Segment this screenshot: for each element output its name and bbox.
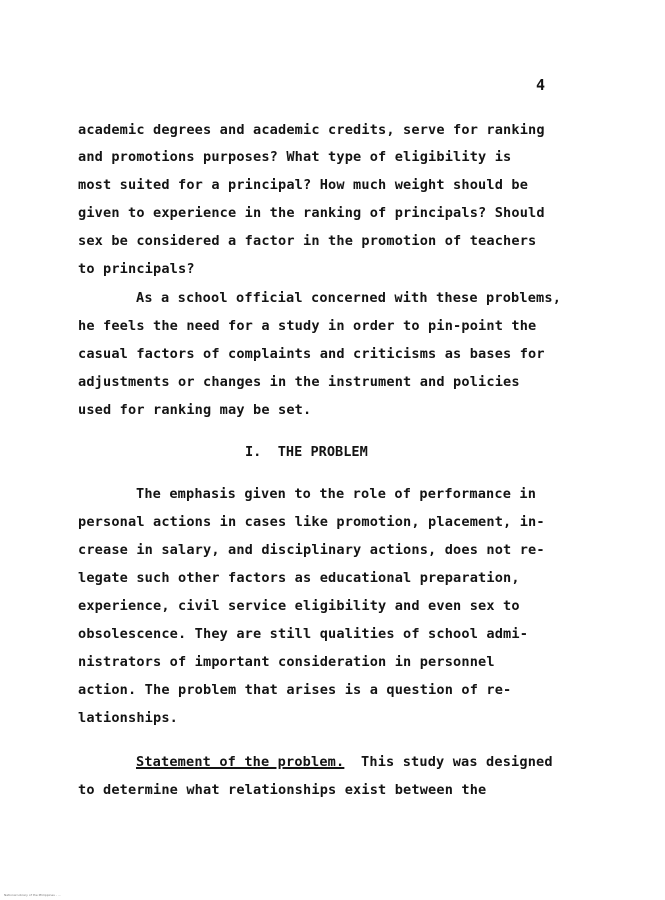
text-line: most suited for a principal? How much weight should be bbox=[78, 177, 529, 193]
text-line: and promotions purposes? What type of eligibility is bbox=[78, 149, 512, 165]
text-line: nistrators of important consideration in personnel bbox=[78, 654, 495, 670]
text-line: casual factors of complaints and criticisms as bases for bbox=[78, 346, 545, 362]
text-line: action. The problem that arises is a question of re- bbox=[78, 682, 512, 698]
text-line: adjustments or changes in the instrument and policies bbox=[78, 374, 520, 390]
text-line: sex be considered a factor in the promotion of teachers bbox=[78, 233, 537, 249]
statement-heading: Statement of the problem. bbox=[136, 754, 345, 770]
statement-line-1: This study was designed bbox=[344, 754, 553, 770]
text-line: legate such other factors as educational preparation, bbox=[78, 570, 520, 586]
text-line: to determine what relationships exist between the bbox=[78, 782, 487, 798]
scan-footer-mark: National Library of the Philippines - ... bbox=[4, 893, 61, 897]
text-line: personal actions in cases like promotion, placement, in- bbox=[78, 514, 545, 530]
text-line: academic degrees and academic credits, serve for ranking bbox=[78, 122, 545, 138]
text-line: obsolescence. They are still qualities of school admi- bbox=[78, 626, 529, 642]
text-line: to principals? bbox=[78, 261, 195, 277]
text-line: he feels the need for a study in order to pin-point the bbox=[78, 318, 537, 334]
section-heading: I. THE PROBLEM bbox=[245, 444, 368, 460]
text-line: given to experience in the ranking of principals? Should bbox=[78, 205, 545, 221]
text-line: lationships. bbox=[78, 710, 179, 726]
text-line: experience, civil service eligibility and even sex to bbox=[78, 598, 520, 614]
text-line: used for ranking may be set. bbox=[78, 402, 312, 418]
text-line: The emphasis given to the role of performance in bbox=[136, 486, 537, 502]
text-line: As a school official concerned with these problems, bbox=[136, 290, 562, 306]
text-line: crease in salary, and disciplinary actions, does not re- bbox=[78, 542, 545, 558]
text-line bbox=[136, 754, 665, 770]
page-number: 4 bbox=[536, 76, 546, 94]
